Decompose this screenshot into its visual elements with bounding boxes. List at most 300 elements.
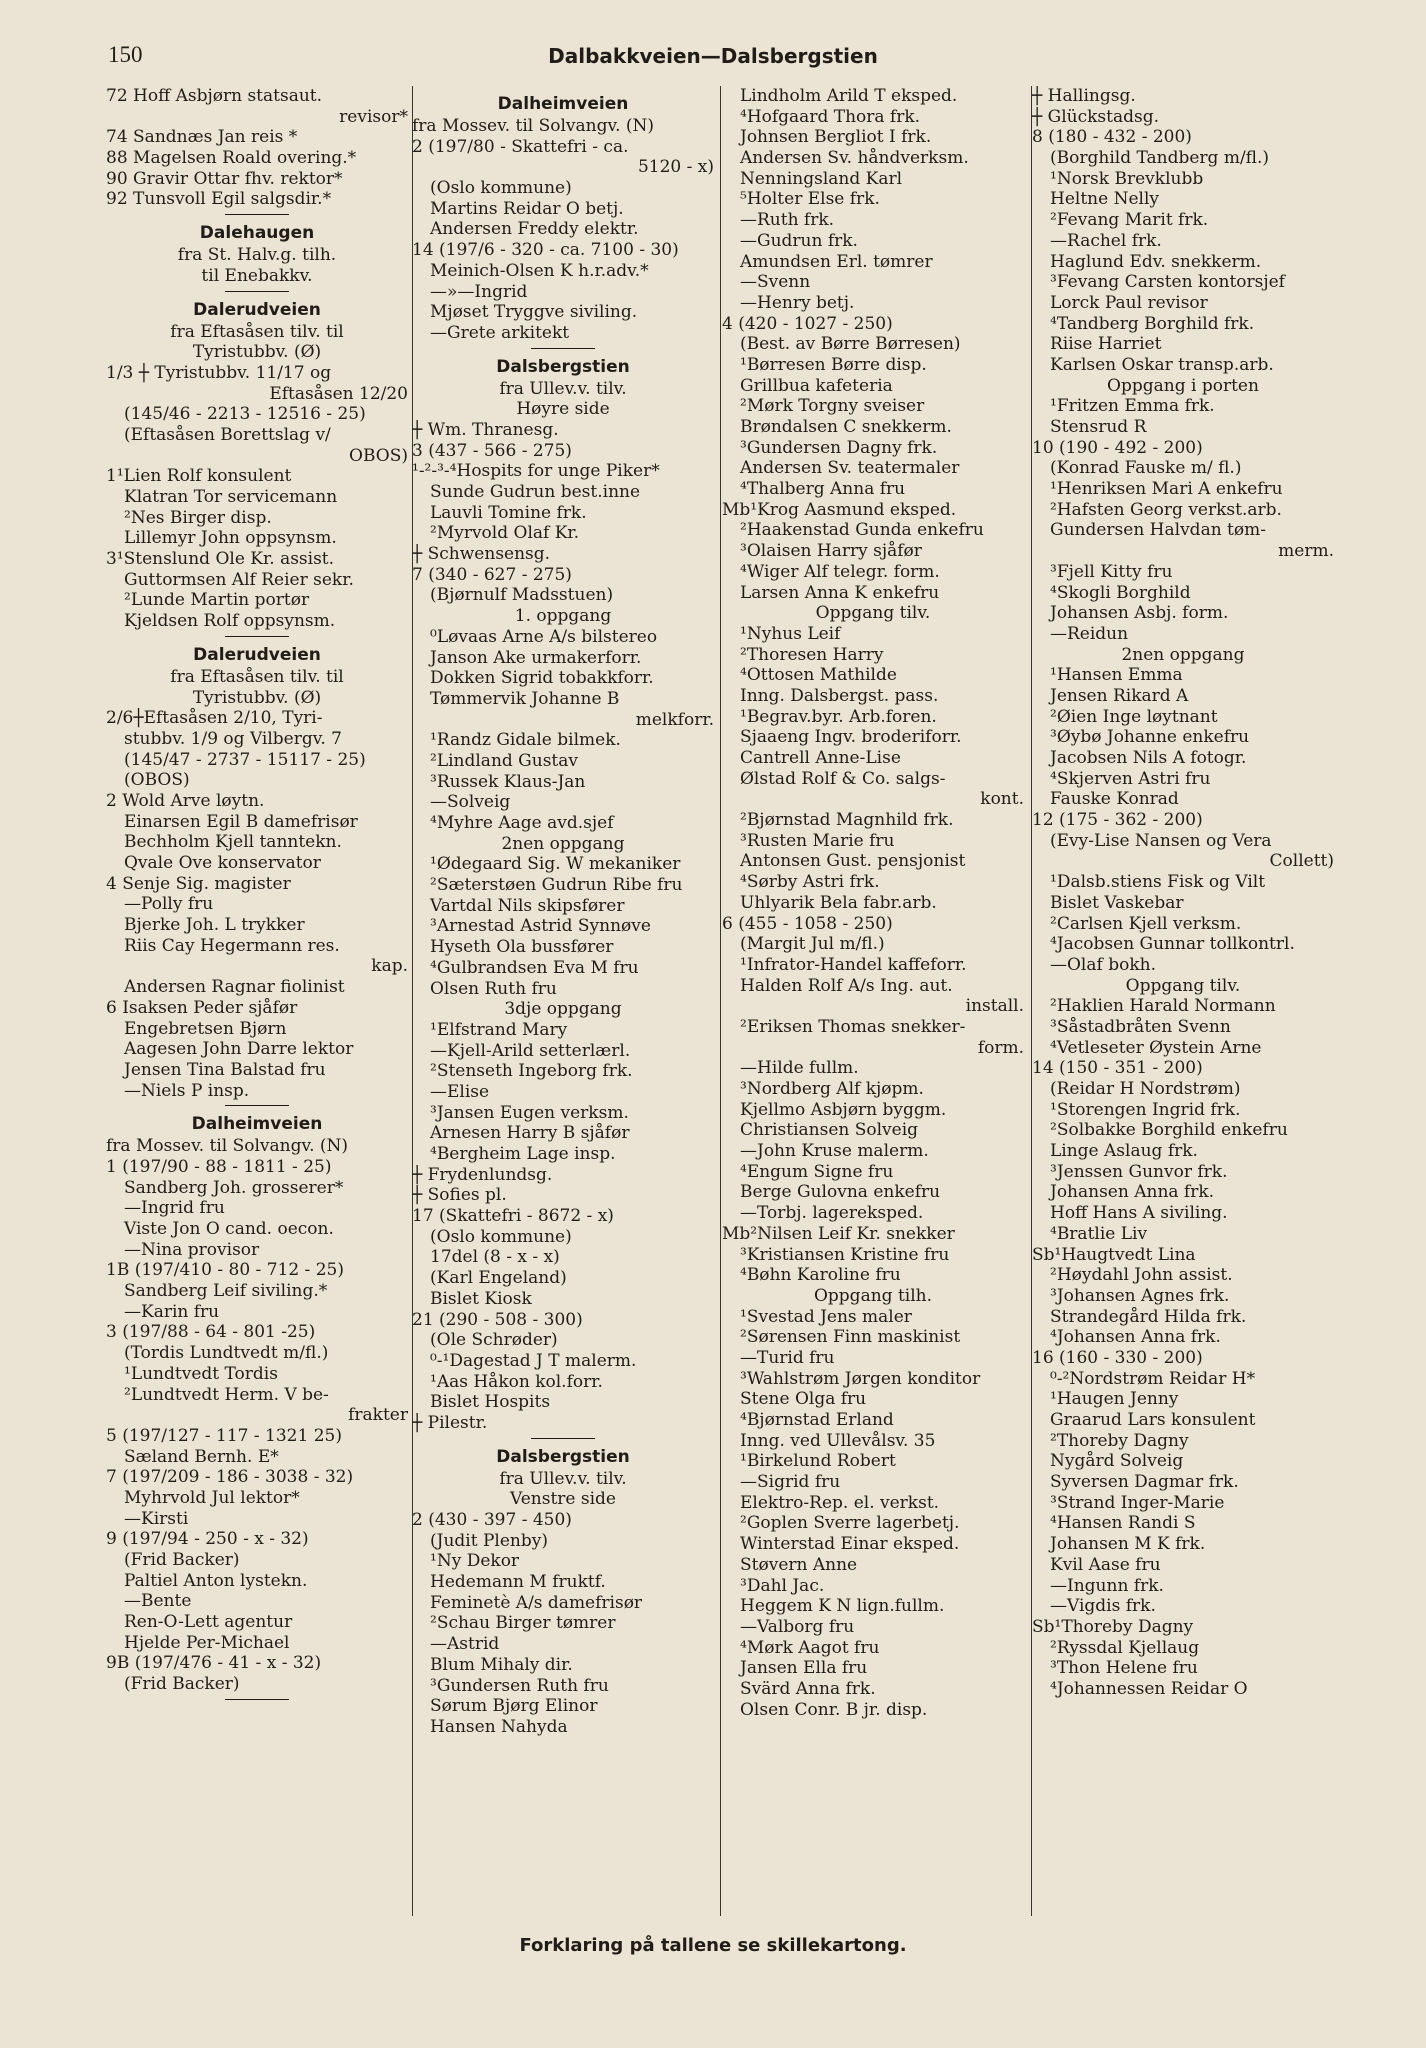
entry-line: ²Nes Birger disp. [124, 507, 272, 528]
entry-line: —Polly fru [124, 894, 214, 915]
entry-line: ┼ Sofies pl. [412, 1185, 507, 1206]
entry-line: Myhrvold Jul lektor* [124, 1487, 300, 1508]
entry-line: (Tordis Lundtvedt m/fl.) [124, 1343, 329, 1364]
entry-line: 21 (290 - 508 - 300) [412, 1309, 583, 1330]
entry-line: stubbv. 1/9 og Vilbergv. 7 [124, 728, 342, 749]
entry-line: (Ole Schrøder) [430, 1330, 558, 1351]
column-3 [722, 86, 1024, 1916]
subheading: Oppgang i porten [1107, 375, 1259, 396]
entry-line: Guttormsen Alf Reier sekr. [124, 569, 354, 590]
entry-line: fra Mossev. til Solvangv. (N) [106, 1136, 349, 1157]
section-divider [531, 348, 595, 349]
entry-line: Christiansen Solveig [740, 1120, 919, 1141]
running-head: Dalbakkveien—Dalsbergstien [548, 44, 878, 68]
entry-line: (Judit Plenby) [430, 1530, 548, 1551]
entry-line: Johnsen Bergliot I frk. [740, 127, 932, 148]
entry-line: ³Fjell Kitty fru [1050, 561, 1173, 582]
entry-line: ²Høydahl John assist. [1050, 1265, 1233, 1286]
entry-line: ²Fevang Marit frk. [1050, 210, 1209, 231]
entry-line: Bislet Kiosk [430, 1288, 532, 1309]
entry-line: 7 (197/209 - 186 - 3038 - 32) [106, 1467, 354, 1488]
entry-line: (Margit Jul m/fl.) [740, 934, 885, 955]
continuation-line: merm. [1278, 541, 1334, 562]
entry-line: Amundsen Erl. tømrer [740, 251, 933, 272]
entry-line: ⁴Johansen Anna frk. [1050, 1327, 1221, 1348]
entry-line: ⁴Mørk Aagot fru [740, 1637, 880, 1658]
entry-line: Fauske Konrad [1050, 789, 1179, 810]
entry-line: ²Stenseth Ingeborg frk. [430, 1061, 633, 1082]
entry-line: ¹Ødegaard Sig. W mekaniker [430, 854, 681, 875]
entry-line: Hoff Hans A siviling. [1050, 1203, 1228, 1224]
entry-line: ²Mørk Torgny sveiser [740, 396, 925, 417]
entry-line: (Bjørnulf Madsstuen) [430, 585, 614, 606]
subheading: Oppgang tilh. [813, 1285, 932, 1306]
entry-line: ¹Begrav.byr. Arb.foren. [740, 706, 937, 727]
entry-line: 9 (197/94 - 250 - x - 32) [106, 1529, 309, 1550]
entry-line: —Sigrid fru [740, 1472, 841, 1493]
entry-line: ¹Hansen Emma [1050, 665, 1183, 686]
entry-line: Paltiel Anton lystekn. [124, 1570, 308, 1591]
entry-line: 17del (8 - x - x) [430, 1247, 560, 1268]
entry-line: Sandberg Leif siviling.* [124, 1281, 328, 1302]
entry-line: —Olaf bokh. [1050, 954, 1156, 975]
entry-line: Einarsen Egil B damefrisør [124, 811, 358, 832]
subheading: fra Eftasåsen tilv. til [170, 666, 344, 687]
entry-line: —Niels P insp. [124, 1080, 250, 1101]
entry-line: —Bente [124, 1591, 192, 1612]
entry-line: ²Bjørnstad Magnhild frk. [740, 810, 954, 831]
entry-line: Dokken Sigrid tobakkforr. [430, 668, 654, 689]
entry-line: ⁴Thalberg Anna fru [740, 479, 906, 500]
entry-line: ┼ Wm. Thranesg. [412, 419, 559, 440]
entry-line: Tømmervik Johanne B [430, 688, 620, 709]
entry-line: Larsen Anna K enkefru [740, 582, 940, 603]
entry-line: —Rachel frk. [1050, 230, 1162, 251]
entry-line: (145/47 - 2737 - 15117 - 25) [124, 749, 366, 770]
entry-line: —Grete arkitekt [430, 322, 570, 343]
entry-line: (Oslo kommune) [430, 178, 572, 199]
subheading: 2nen oppgang [1121, 644, 1245, 665]
entry-line: Winterstad Einar eksped. [740, 1534, 960, 1555]
entry-line: ²Thoreby Dagny [1050, 1430, 1189, 1451]
entry-line: Sb¹Haugtvedt Lina [1032, 1244, 1196, 1265]
entry-line: —Reidun [1050, 623, 1129, 644]
entry-line: (OBOS) [124, 770, 190, 791]
entry-line: ┼ Hallingsg. [1032, 86, 1136, 106]
street-heading: Dalsbergstien [496, 356, 630, 377]
entry-line: ³Kristiansen Kristine fru [740, 1244, 950, 1265]
entry-line: ³Fevang Carsten kontorsjef [1050, 272, 1285, 293]
entry-line: ⁴Bratlie Liv [1050, 1223, 1148, 1244]
entry-line: Bechholm Kjell tanntekn. [124, 832, 342, 853]
entry-line: Strandegård Hilda frk. [1050, 1306, 1247, 1327]
entry-line: Inng. Dalsbergst. pass. [740, 685, 939, 706]
entry-line: ¹Birkelund Robert [740, 1451, 896, 1472]
entry-line: ┼ Schwensensg. [412, 544, 551, 565]
entry-line: ³Dahl Jac. [740, 1575, 825, 1596]
entry-line: ⁴Wiger Alf telegr. form. [740, 561, 940, 582]
entry-line: Johansen M K frk. [1050, 1534, 1206, 1555]
entry-line: 6 (455 - 1058 - 250) [722, 913, 893, 934]
entry-line: Andersen Ragnar fiolinist [124, 977, 345, 998]
continuation-line: form. [977, 1037, 1024, 1058]
entry-line: Sunde Gudrun best.inne [430, 482, 641, 502]
entry-line: 3 (197/88 - 64 - 801 -25) [106, 1322, 316, 1343]
entry-line: ⁴Tandberg Borghild frk. [1050, 313, 1255, 334]
entry-line: ³Olaisen Harry sjåfør [740, 541, 922, 562]
entry-line: ¹-²-³-⁴Hospits for unge Piker* [412, 461, 660, 482]
entry-line: 1¹Lien Rolf konsulent [106, 466, 292, 487]
entry-line: Meinich-Olsen K h.r.adv.* [430, 260, 649, 281]
entry-line: ⁴Gulbrandsen Eva M fru [430, 957, 639, 978]
entry-line: Svärd Anna frk. [740, 1678, 876, 1699]
entry-line: Blum Mihaly dir. [430, 1654, 573, 1675]
entry-line: 1B (197/410 - 80 - 712 - 25) [106, 1260, 344, 1281]
entry-line: —Kirsti [124, 1508, 189, 1529]
entry-line: Jensen Rikard A [1050, 685, 1189, 706]
entry-line: ³Jansen Eugen verksm. [430, 1102, 629, 1123]
subheading: Oppgang tilv. [815, 603, 931, 624]
entry-line: ²Ryssdal Kjellaug [1050, 1637, 1200, 1658]
entry-line: ²Lindland Gustav [430, 750, 579, 771]
entry-line: Andersen Sv. teatermaler [740, 458, 960, 479]
entry-line: ¹Haugen Jenny [1050, 1389, 1179, 1410]
entry-line: Olsen Conr. B jr. disp. [740, 1699, 928, 1720]
entry-line: ⁴Engum Signe fru [740, 1161, 894, 1182]
entry-line: ┼ Glückstadsg. [1032, 106, 1160, 127]
entry-line: ⁴Skogli Borghild [1050, 582, 1191, 603]
subheading: 3dje oppgang [504, 999, 622, 1020]
entry-line: ³Wahlstrøm Jørgen konditor [740, 1368, 981, 1389]
subheading: fra St. Halv.g. tilh. [177, 245, 337, 266]
entry-line: ³Øybø Johanne enkefru [1050, 727, 1250, 748]
entry-line: Andersen Freddy elektr. [430, 219, 639, 240]
subheading: Venstre side [510, 1489, 616, 1510]
entry-line: ²Goplen Sverre lagerbetj. [740, 1513, 960, 1534]
entry-line: —Torbj. lagereksped. [740, 1203, 924, 1224]
continuation-line: melkforr. [635, 709, 714, 730]
entry-line: —Vigdis frk. [1050, 1596, 1156, 1617]
entry-line: 5 (197/127 - 117 - 1321 25) [106, 1425, 342, 1446]
entry-line: Jensen Tina Balstad fru [124, 1059, 326, 1080]
entry-line: Bislet Hospits [430, 1392, 551, 1413]
section-divider [225, 291, 289, 292]
entry-line: ¹Dalsb.stiens Fisk og Vilt [1050, 872, 1266, 893]
entry-line: Gundersen Halvdan tøm- [1050, 520, 1266, 541]
entry-line: Hyseth Ola bussfører [430, 937, 614, 958]
entry-line: ²Lunde Martin portør [124, 590, 310, 611]
subheading: Tyristubbv. (Ø) [192, 687, 322, 708]
subheading: fra Ullev.v. tilv. [499, 378, 627, 399]
entry-line: (145/46 - 2213 - 12516 - 25) [124, 404, 366, 425]
entry-line: ┼ Pilestr. [412, 1412, 488, 1433]
entry-line: Ren-O-Lett agentur [124, 1612, 293, 1633]
entry-line: Klatran Tor servicemann [124, 487, 338, 507]
entry-line: —Karin fru [124, 1301, 220, 1322]
continuation-line: Collett) [1269, 851, 1334, 872]
entry-line: Heltne Nelly [1050, 189, 1159, 210]
column-4 [1032, 86, 1334, 1916]
continuation-line: kap. [371, 956, 408, 977]
entry-line: ²Myrvold Olaf Kr. [430, 523, 580, 544]
entry-line: Nenningsland Karl [740, 168, 903, 189]
entry-line: 90 Gravir Ottar fhv. rektor* [106, 168, 343, 189]
continuation-line: frakter [348, 1405, 408, 1426]
entry-line: Sandberg Joh. grosserer* [124, 1177, 344, 1198]
entry-line: ²Sørensen Finn maskinist [740, 1327, 961, 1348]
entry-line: fra Mossev. til Solvangv. (N) [412, 116, 655, 136]
entry-line: ⁰Løvaas Arne A/s bilstereo [430, 626, 658, 647]
entry-line: —»—Ingrid [430, 281, 528, 302]
entry-line: Uhlyarik Bela fabr.arb. [740, 892, 937, 913]
entry-line: Syversen Dagmar frk. [1050, 1472, 1239, 1493]
entry-line: Inng. ved Ullevålsv. 35 [740, 1430, 936, 1451]
entry-line: ¹Lundtvedt Tordis [124, 1363, 278, 1384]
entry-line: ⁴Bjørnstad Erland [740, 1410, 894, 1430]
entry-line: —Ingunn frk. [1050, 1575, 1164, 1596]
subheading: 2nen oppgang [501, 833, 625, 854]
entry-line: Olsen Ruth fru [430, 978, 557, 999]
entry-line: 92 Tunsvoll Egil salgsdir.* [106, 189, 332, 210]
entry-line: 3 (437 - 566 - 275) [412, 440, 572, 461]
entry-line: 2 (197/80 - Skattefri - ca. [412, 136, 629, 157]
continuation-line: revisor* [339, 106, 408, 127]
entry-line: ⁴Hansen Randi S [1050, 1513, 1196, 1534]
street-heading: Dalheimveien [497, 94, 629, 114]
entry-line: ¹Aas Håkon kol.forr. [430, 1371, 603, 1392]
entry-line: 4 (420 - 1027 - 250) [722, 313, 893, 334]
street-heading: Dalerudveien [193, 644, 321, 665]
entry-line: 10 (190 - 492 - 200) [1032, 437, 1203, 458]
continuation-line: install. [965, 996, 1024, 1017]
entry-line: Sb¹Thoreby Dagny [1032, 1616, 1194, 1637]
entry-line: ⁴Ottosen Mathilde [740, 665, 897, 686]
entry-line: —Hilde fullm. [740, 1058, 859, 1079]
column-1 [106, 86, 408, 1916]
entry-line: ²Hafsten Georg verkst.arb. [1050, 499, 1282, 520]
entry-line: Mjøset Tryggve siviling. [430, 302, 638, 323]
entry-line: ³Thon Helene fru [1050, 1658, 1198, 1679]
entry-line: Stensrud R [1050, 417, 1147, 437]
entry-line: ⁴Sørby Astri frk. [740, 872, 880, 893]
entry-line: Lindholm Arild T eksped. [740, 86, 958, 106]
entry-line: ¹Henriksen Mari A enkefru [1050, 479, 1283, 500]
entry-line: —Svenn [740, 272, 811, 293]
entry-line: Kjeldsen Rolf oppsynsm. [124, 611, 336, 632]
entry-line: —Astrid [430, 1634, 500, 1655]
entry-line: ³Nordberg Alf kjøpm. [740, 1079, 924, 1099]
entry-line: 8 (180 - 432 - 200) [1032, 127, 1192, 148]
entry-line: Vartdal Nils skipsfører [430, 895, 625, 916]
subheading: Høyre side [516, 399, 610, 420]
entry-line: (Borghild Tandberg m/fl.) [1050, 148, 1270, 169]
entry-line: 4 Senje Sig. magister [106, 873, 291, 894]
entry-line: Lillemyr John oppsynsm. [124, 528, 337, 549]
entry-line: —Nina provisor [124, 1239, 260, 1260]
page-number: 150 [108, 42, 143, 67]
entry-line: ³Såstadbråten Svenn [1050, 1016, 1231, 1037]
subheading: Tyristubbv. (Ø) [192, 342, 322, 363]
entry-line: Linge Aslaug frk. [1050, 1141, 1198, 1162]
street-heading: Dalheimveien [191, 1114, 323, 1135]
entry-line: ⁴Bergheim Lage insp. [430, 1144, 616, 1164]
entry-line: —John Kruse malerm. [740, 1141, 929, 1162]
entry-line: ³Jenssen Gunvor frk. [1050, 1161, 1228, 1182]
entry-line: Sæland Bernh. E* [124, 1446, 279, 1467]
entry-line: (Konrad Fauske m/ fl.) [1050, 458, 1242, 479]
entry-line: —Elise [430, 1081, 490, 1102]
subheading: 1. oppgang [514, 606, 612, 627]
entry-line: Martins Reidar O betj. [430, 198, 624, 219]
entry-line: ┼ Frydenlundsg. [412, 1164, 553, 1185]
entry-line: ⁴Johannessen Reidar O [1050, 1678, 1248, 1699]
entry-line: ³Russek Klaus-Jan [430, 771, 586, 792]
entry-line: Aagesen John Darre lektor [124, 1039, 354, 1060]
entry-line: Ølstad Rolf & Co. salgs- [740, 768, 946, 789]
entry-line: 88 Magelsen Roald overing.* [106, 148, 357, 169]
entry-line: ⁰-²Nordstrøm Reidar H* [1050, 1368, 1256, 1389]
entry-line: Andersen Sv. håndverksm. [740, 148, 969, 169]
entry-line: ⁴Bøhn Karoline fru [740, 1265, 901, 1286]
entry-line: ²Solbakke Borghild enkefru [1050, 1120, 1288, 1141]
entry-line: Brøndalsen C snekkerm. [740, 417, 952, 437]
entry-line: (Reidar H Nordstrøm) [1050, 1079, 1241, 1099]
entry-line: ²Carlsen Kjell verksm. [1050, 913, 1242, 934]
entry-line: ¹Svestad Jens maler [740, 1306, 912, 1327]
entry-line: Johansen Asbj. form. [1050, 603, 1229, 624]
entry-line: Hedemann M fruktf. [430, 1572, 606, 1593]
entry-line: Hjelde Per-Michael [124, 1632, 290, 1653]
entry-line: —Henry betj. [740, 292, 855, 313]
column-divider [720, 86, 721, 1916]
entry-line: ¹Fritzen Emma frk. [1050, 396, 1215, 417]
subheading: Oppgang tilv. [1125, 975, 1241, 996]
continuation-line: Eftasåsen 12/20 [269, 383, 408, 404]
entry-line: Cantrell Anne-Lise [740, 748, 901, 768]
entry-line: ⁴Vetleseter Øystein Arne [1050, 1037, 1262, 1058]
entry-line: ²Haklien Harald Normann [1050, 996, 1276, 1017]
entry-line: Lauvli Tomine frk. [430, 502, 587, 523]
entry-line: ¹Nyhus Leif [740, 623, 841, 644]
entry-line: ³Johansen Agnes frk. [1050, 1285, 1230, 1306]
entry-line: ²Lundtvedt Herm. V be- [124, 1384, 329, 1405]
entry-line: Mb²Nilsen Leif Kr. snekker [722, 1223, 955, 1244]
street-heading: Dalerudveien [193, 299, 321, 320]
entry-line: Qvale Ove konservator [124, 853, 321, 873]
entry-line: Nygård Solveig [1050, 1451, 1184, 1472]
entry-line: ⁰-¹Dagestad J T malerm. [430, 1350, 637, 1371]
entry-line: Jacobsen Nils A fotogr. [1050, 748, 1247, 768]
entry-line: ⁴Hofgaard Thora frk. [740, 106, 921, 127]
entry-line: (Karl Engeland) [430, 1268, 567, 1289]
entry-line: Viste Jon O cand. oecon. [124, 1219, 334, 1239]
entry-line: 3¹Stenslund Ole Kr. assist. [106, 549, 335, 570]
entry-line: Engebretsen Bjørn [124, 1018, 287, 1039]
entry-line: Stene Olga fru [740, 1389, 867, 1410]
entry-line: Bjerke Joh. L trykker [124, 915, 305, 936]
entry-line: 12 (175 - 362 - 200) [1032, 810, 1203, 831]
entry-line: Mb¹Krog Aasmund eksped. [722, 499, 957, 520]
section-divider [225, 1105, 289, 1106]
entry-line: —Gudrun frk. [740, 230, 858, 251]
subheading: fra Eftasåsen tilv. til [170, 321, 344, 342]
entry-line: Karlsen Oskar transp.arb. [1050, 354, 1274, 375]
continuation-line: OBOS) [349, 445, 408, 466]
entry-line: Lorck Paul revisor [1050, 292, 1208, 313]
section-divider [225, 214, 289, 215]
entry-line: —Solveig [430, 792, 511, 813]
entry-line: Hansen Nahyda [430, 1716, 568, 1737]
entry-line: ¹Elfstrand Mary [430, 1019, 568, 1040]
entry-line: Berge Gulovna enkefru [740, 1182, 941, 1203]
entry-line: ¹Norsk Brevklubb [1050, 168, 1204, 189]
subheading: fra Ullev.v. tilv. [499, 1468, 627, 1489]
entry-line: ³Rusten Marie fru [740, 830, 895, 851]
street-heading: Dalsbergstien [496, 1446, 630, 1467]
continuation-line: 5120 - x) [637, 157, 714, 178]
entry-line: Elektro-Rep. el. verkst. [740, 1492, 940, 1513]
entry-line: 17 (Skattefri - 8672 - x) [412, 1206, 614, 1227]
entry-line: ⁵Holter Else frk. [740, 189, 880, 210]
entry-line: (Eftasåsen Borettslag v/ [124, 424, 331, 445]
entry-line: (Best. av Børre Børresen) [740, 334, 961, 355]
entry-line: 6 Isaksen Peder sjåfør [106, 997, 298, 1018]
entry-line: Heggem K N lign.fullm. [740, 1596, 945, 1617]
entry-line: Graarud Lars konsulent [1050, 1410, 1256, 1430]
entry-line: ¹Infrator-Handel kaffeforr. [740, 954, 967, 975]
entry-line: 14 (197/6 - 320 - ca. 7100 - 30) [412, 240, 679, 261]
entry-line: ¹Børresen Børre disp. [740, 354, 927, 375]
entry-line: Feminetè A/s damefrisør [430, 1592, 643, 1613]
entry-line: —Ruth frk. [740, 210, 835, 231]
entry-line: ¹Randz Gidale bilmek. [430, 730, 621, 751]
entry-line: —Kjell-Arild setterlærl. [430, 1040, 631, 1061]
section-divider [531, 1438, 595, 1439]
entry-line: Antonsen Gust. pensjonist [740, 851, 966, 872]
entry-line: Kvil Aase fru [1050, 1554, 1161, 1575]
entry-line: ²Haakenstad Gunda enkefru [740, 520, 984, 541]
entry-line: ¹Storengen Ingrid frk. [1050, 1099, 1241, 1120]
entry-line: (Frid Backer) [124, 1674, 240, 1695]
entry-line: 16 (160 - 330 - 200) [1032, 1347, 1203, 1368]
entry-line: Støvern Anne [740, 1554, 858, 1575]
entry-line: —Turid fru [740, 1347, 835, 1368]
entry-line: ²Schau Birger tømrer [430, 1613, 616, 1634]
entry-line: Haglund Edv. snekkerm. [1050, 251, 1262, 272]
entry-line: 1 (197/90 - 88 - 1811 - 25) [106, 1156, 332, 1177]
entry-line: ⁴Skjerven Astri fru [1050, 768, 1211, 789]
entry-line: ⁴Myhre Aage avd.sjef [430, 813, 614, 833]
entry-line: ³Strand Inger-Marie [1050, 1492, 1225, 1513]
entry-line: Arnesen Harry B sjåfør [430, 1123, 630, 1144]
entry-line: Halden Rolf A/s Ing. aut. [740, 975, 953, 996]
continuation-line: kont. [980, 789, 1024, 810]
entry-line: 74 Sandnæs Jan reis * [106, 127, 298, 148]
entry-line: Sjaaeng Ingv. broderiforr. [740, 727, 962, 748]
entry-line: Janson Ake urmakerforr. [430, 647, 642, 668]
entry-line: 2 Wold Arve løytn. [106, 790, 265, 811]
section-divider [225, 636, 289, 637]
entry-line: 7 (340 - 627 - 275) [412, 564, 572, 585]
entry-line: 72 Hoff Asbjørn statsaut. [106, 86, 323, 106]
entry-line: —Valborg fru [740, 1616, 855, 1637]
entry-line: 9B (197/476 - 41 - x - 32) [106, 1653, 322, 1674]
entry-line: Bislet Vaskebar [1050, 892, 1184, 913]
entry-line: Johansen Anna frk. [1050, 1182, 1215, 1203]
entry-line: ⁴Jacobsen Gunnar tollkontrl. [1050, 934, 1295, 955]
entry-line: Kjellmo Asbjørn byggm. [740, 1099, 947, 1120]
entry-line: ²Eriksen Thomas snekker- [740, 1016, 966, 1037]
